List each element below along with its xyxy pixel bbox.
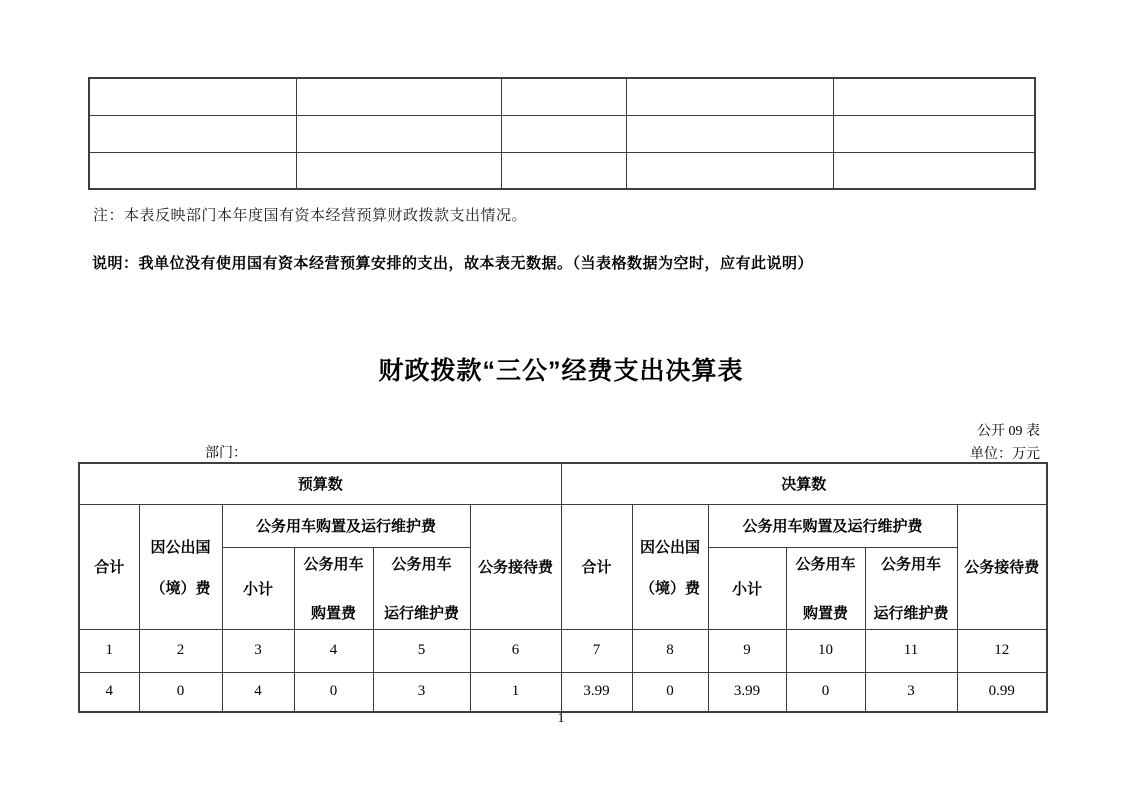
value-cell: 3 bbox=[865, 672, 957, 712]
empty-cell bbox=[296, 78, 501, 115]
column-number-cell: 3 bbox=[222, 629, 294, 672]
header-purchase-line2: 购置费 bbox=[310, 605, 356, 622]
header-abroad-line2: （境）费 bbox=[150, 579, 211, 597]
empty-cell bbox=[89, 78, 296, 115]
empty-cell bbox=[833, 115, 1035, 152]
header-maintain-line1: 公务用车 bbox=[391, 556, 452, 573]
column-number-cell: 10 bbox=[786, 629, 865, 672]
header-abroad-line1: 因公出国 bbox=[150, 538, 211, 556]
header-vehicle-maintenance-final bbox=[865, 547, 957, 629]
empty-cell bbox=[89, 152, 296, 189]
department-label: 部门： bbox=[205, 446, 247, 461]
header-vehicle-group-final: 公务用车购置及运行维护费 bbox=[708, 504, 957, 547]
header-abroad-final bbox=[632, 504, 708, 629]
empty-cell bbox=[89, 115, 296, 152]
header-purchase-line1: 公务用车 bbox=[303, 556, 364, 573]
unit-label: 单位：万元 bbox=[970, 447, 1040, 462]
empty-cell bbox=[296, 152, 501, 189]
header-purchase-line2: 购置费 bbox=[803, 605, 849, 622]
header-maintain-line2: 运行维护费 bbox=[873, 605, 949, 622]
explanation-text: 说明：我单位没有使用国有资本经营预算安排的支出，故本表无数据。（当表格数据为空时，应有此说明） bbox=[92, 256, 814, 272]
column-number-cell: 1 bbox=[79, 629, 139, 672]
value-cell: 4 bbox=[222, 672, 294, 712]
value-cell: 0 bbox=[139, 672, 222, 712]
value-cell: 3 bbox=[373, 672, 470, 712]
empty-cell bbox=[626, 115, 833, 152]
value-cell: 0 bbox=[786, 672, 865, 712]
header-total-final: 合计 bbox=[561, 504, 632, 629]
header-vehicle-purchase-budget bbox=[294, 547, 373, 629]
empty-cell bbox=[501, 115, 626, 152]
section-header-final: 决算数 bbox=[561, 463, 1047, 504]
header-reception-budget: 公务接待费 bbox=[470, 504, 561, 629]
value-cell: 0.99 bbox=[957, 672, 1047, 712]
column-number-cell: 11 bbox=[865, 629, 957, 672]
column-number-cell: 5 bbox=[373, 629, 470, 672]
empty-cell bbox=[833, 152, 1035, 189]
value-cell: 1 bbox=[470, 672, 561, 712]
value-cell: 3.99 bbox=[561, 672, 632, 712]
value-cell: 4 bbox=[79, 672, 139, 712]
header-subtotal-budget: 小计 bbox=[222, 547, 294, 629]
page-title: 财政拨款“三公”经费支出决算表 bbox=[378, 357, 744, 385]
column-number-cell: 8 bbox=[632, 629, 708, 672]
header-purchase-line1: 公务用车 bbox=[795, 556, 856, 573]
column-number-cell: 4 bbox=[294, 629, 373, 672]
header-maintain-line1: 公务用车 bbox=[881, 556, 942, 573]
header-subtotal-final: 小计 bbox=[708, 547, 786, 629]
column-number-cell: 2 bbox=[139, 629, 222, 672]
empty-cell bbox=[501, 152, 626, 189]
section-header-budget: 预算数 bbox=[79, 463, 561, 504]
value-cell: 0 bbox=[632, 672, 708, 712]
header-abroad-budget bbox=[139, 504, 222, 629]
column-number-cell: 9 bbox=[708, 629, 786, 672]
value-cell: 3.99 bbox=[708, 672, 786, 712]
empty-cell bbox=[501, 78, 626, 115]
header-total-budget: 合计 bbox=[79, 504, 139, 629]
empty-cell bbox=[626, 78, 833, 115]
note-text: 注：本表反映部门本年度国有资本经营预算财政拨款支出情况。 bbox=[93, 207, 528, 224]
empty-cell bbox=[626, 152, 833, 189]
header-abroad-line1: 因公出国 bbox=[640, 538, 701, 556]
header-maintain-line2: 运行维护费 bbox=[383, 605, 459, 622]
header-vehicle-purchase-final bbox=[786, 547, 865, 629]
empty-continuation-table bbox=[88, 77, 1036, 190]
empty-cell bbox=[833, 78, 1035, 115]
value-cell: 0 bbox=[294, 672, 373, 712]
empty-cell bbox=[296, 115, 501, 152]
three-public-expenses-table bbox=[78, 462, 1048, 713]
header-abroad-line2: （境）费 bbox=[640, 579, 701, 597]
column-number-cell: 12 bbox=[957, 629, 1047, 672]
page-number: 1 bbox=[557, 711, 565, 726]
sheet-number-label: 公开 09 表 bbox=[977, 424, 1040, 439]
column-number-cell: 7 bbox=[561, 629, 632, 672]
header-vehicle-maintenance-budget bbox=[373, 547, 470, 629]
header-reception-final: 公务接待费 bbox=[957, 504, 1047, 629]
header-vehicle-group-budget: 公务用车购置及运行维护费 bbox=[222, 504, 470, 547]
column-number-cell: 6 bbox=[470, 629, 561, 672]
